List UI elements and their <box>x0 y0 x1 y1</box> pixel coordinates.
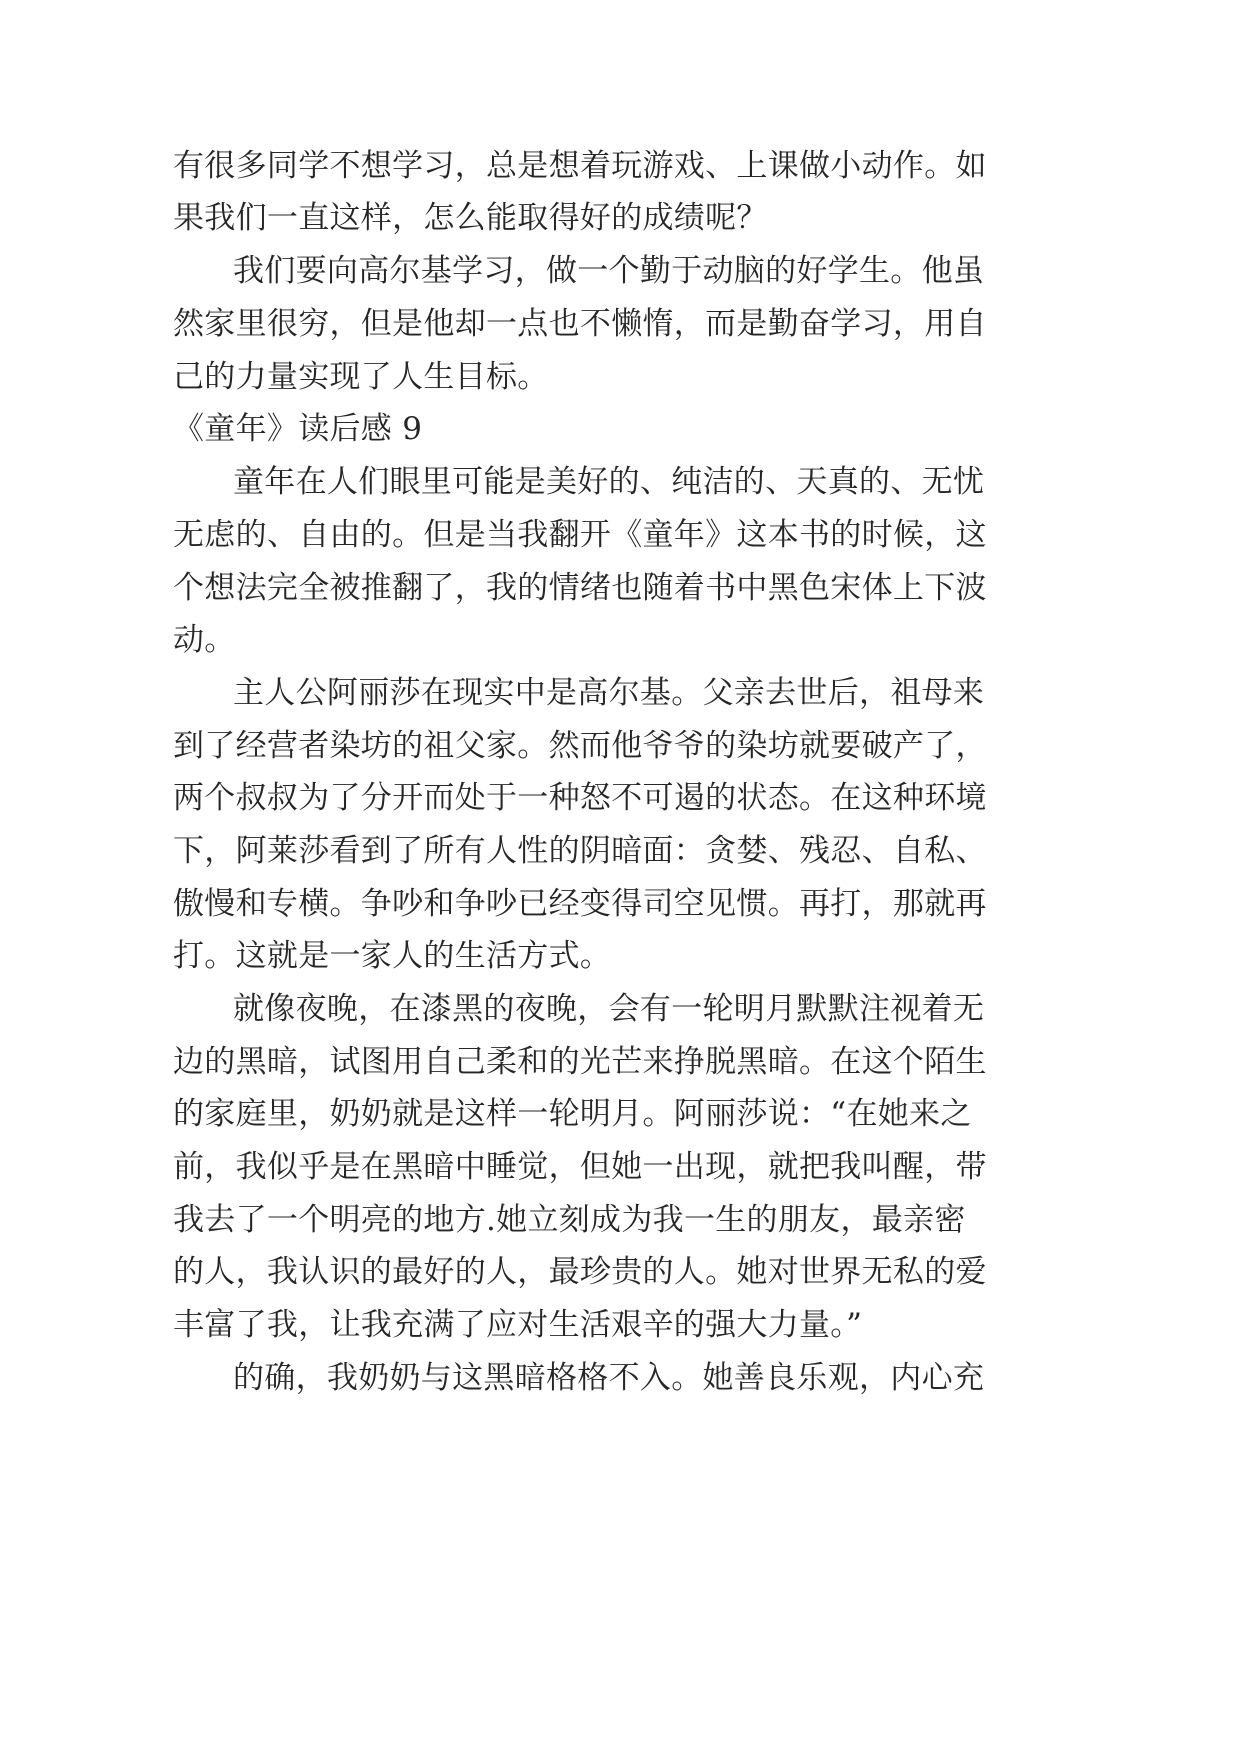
text-line: 个想法完全被推翻了，我的情绪也随着书中黑色宋体上下波 <box>173 570 987 606</box>
text-line: 打。这就是一家人的生活方式。 <box>173 938 612 974</box>
text-line: 我去了一个明亮的地方.她立刻成为我一生的朋友，最亲密 <box>173 1202 966 1238</box>
text-line: 边的黑暗，试图用自己柔和的光芒来挣脱黑暗。在这个陌生 <box>173 1044 987 1080</box>
paragraph-first-line: 主人公阿丽莎在现实中是高尔基。父亲去世后，祖母来 <box>233 675 985 711</box>
text-line: 前，我似乎是在黑暗中睡觉，但她一出现，就把我叫醒，带 <box>173 1149 987 1185</box>
text-line: 到了经营者染坊的祖父家。然而他爷爷的染坊就要破产了， <box>173 728 987 764</box>
paragraph-first-line: 我们要向高尔基学习，做一个勤于动脑的好学生。他虽 <box>233 253 985 289</box>
text-line: 的家庭里，奶奶就是这样一轮明月。阿丽莎说：“在她来之 <box>173 1096 972 1132</box>
paragraph-first-line: 童年在人们眼里可能是美好的、纯洁的、天真的、无忧 <box>233 464 985 500</box>
text-line: 的人，我认识的最好的人，最珍贵的人。她对世界无私的爱 <box>173 1254 987 1290</box>
text-line: 然家里很穷，但是他却一点也不懒惰，而是勤奋学习，用自 <box>173 306 987 342</box>
paragraph-first-line: 的确，我奶奶与这黑暗格格不入。她善良乐观，内心充 <box>233 1360 985 1396</box>
text-line: 两个叔叔为了分开而处于一种怒不可遏的状态。在这种环境 <box>173 780 987 816</box>
text-line: 傲慢和专横。争吵和争吵已经变得司空见惯。再打，那就再 <box>173 886 987 922</box>
section-heading: 《童年》读后感 9 <box>173 411 423 447</box>
paragraph-first-line: 就像夜晚，在漆黑的夜晚，会有一轮明月默默注视着无 <box>233 991 985 1027</box>
text-line: 果我们一直这样，怎么能取得好的成绩呢？ <box>173 200 768 236</box>
text-line: 丰富了我，让我充满了应对生活艰辛的强大力量。” <box>173 1307 863 1343</box>
text-line: 动。 <box>173 622 236 658</box>
text-line: 有很多同学不想学习，总是想着玩游戏、上课做小动作。如 <box>173 148 987 184</box>
text-line: 无虑的、自由的。但是当我翻开《童年》这本书的时候，这 <box>173 517 987 553</box>
text-line: 下，阿莱莎看到了所有人性的阴暗面：贪婪、残忍、自私、 <box>173 833 987 869</box>
text-line: 己的力量实现了人生目标。 <box>173 359 549 395</box>
